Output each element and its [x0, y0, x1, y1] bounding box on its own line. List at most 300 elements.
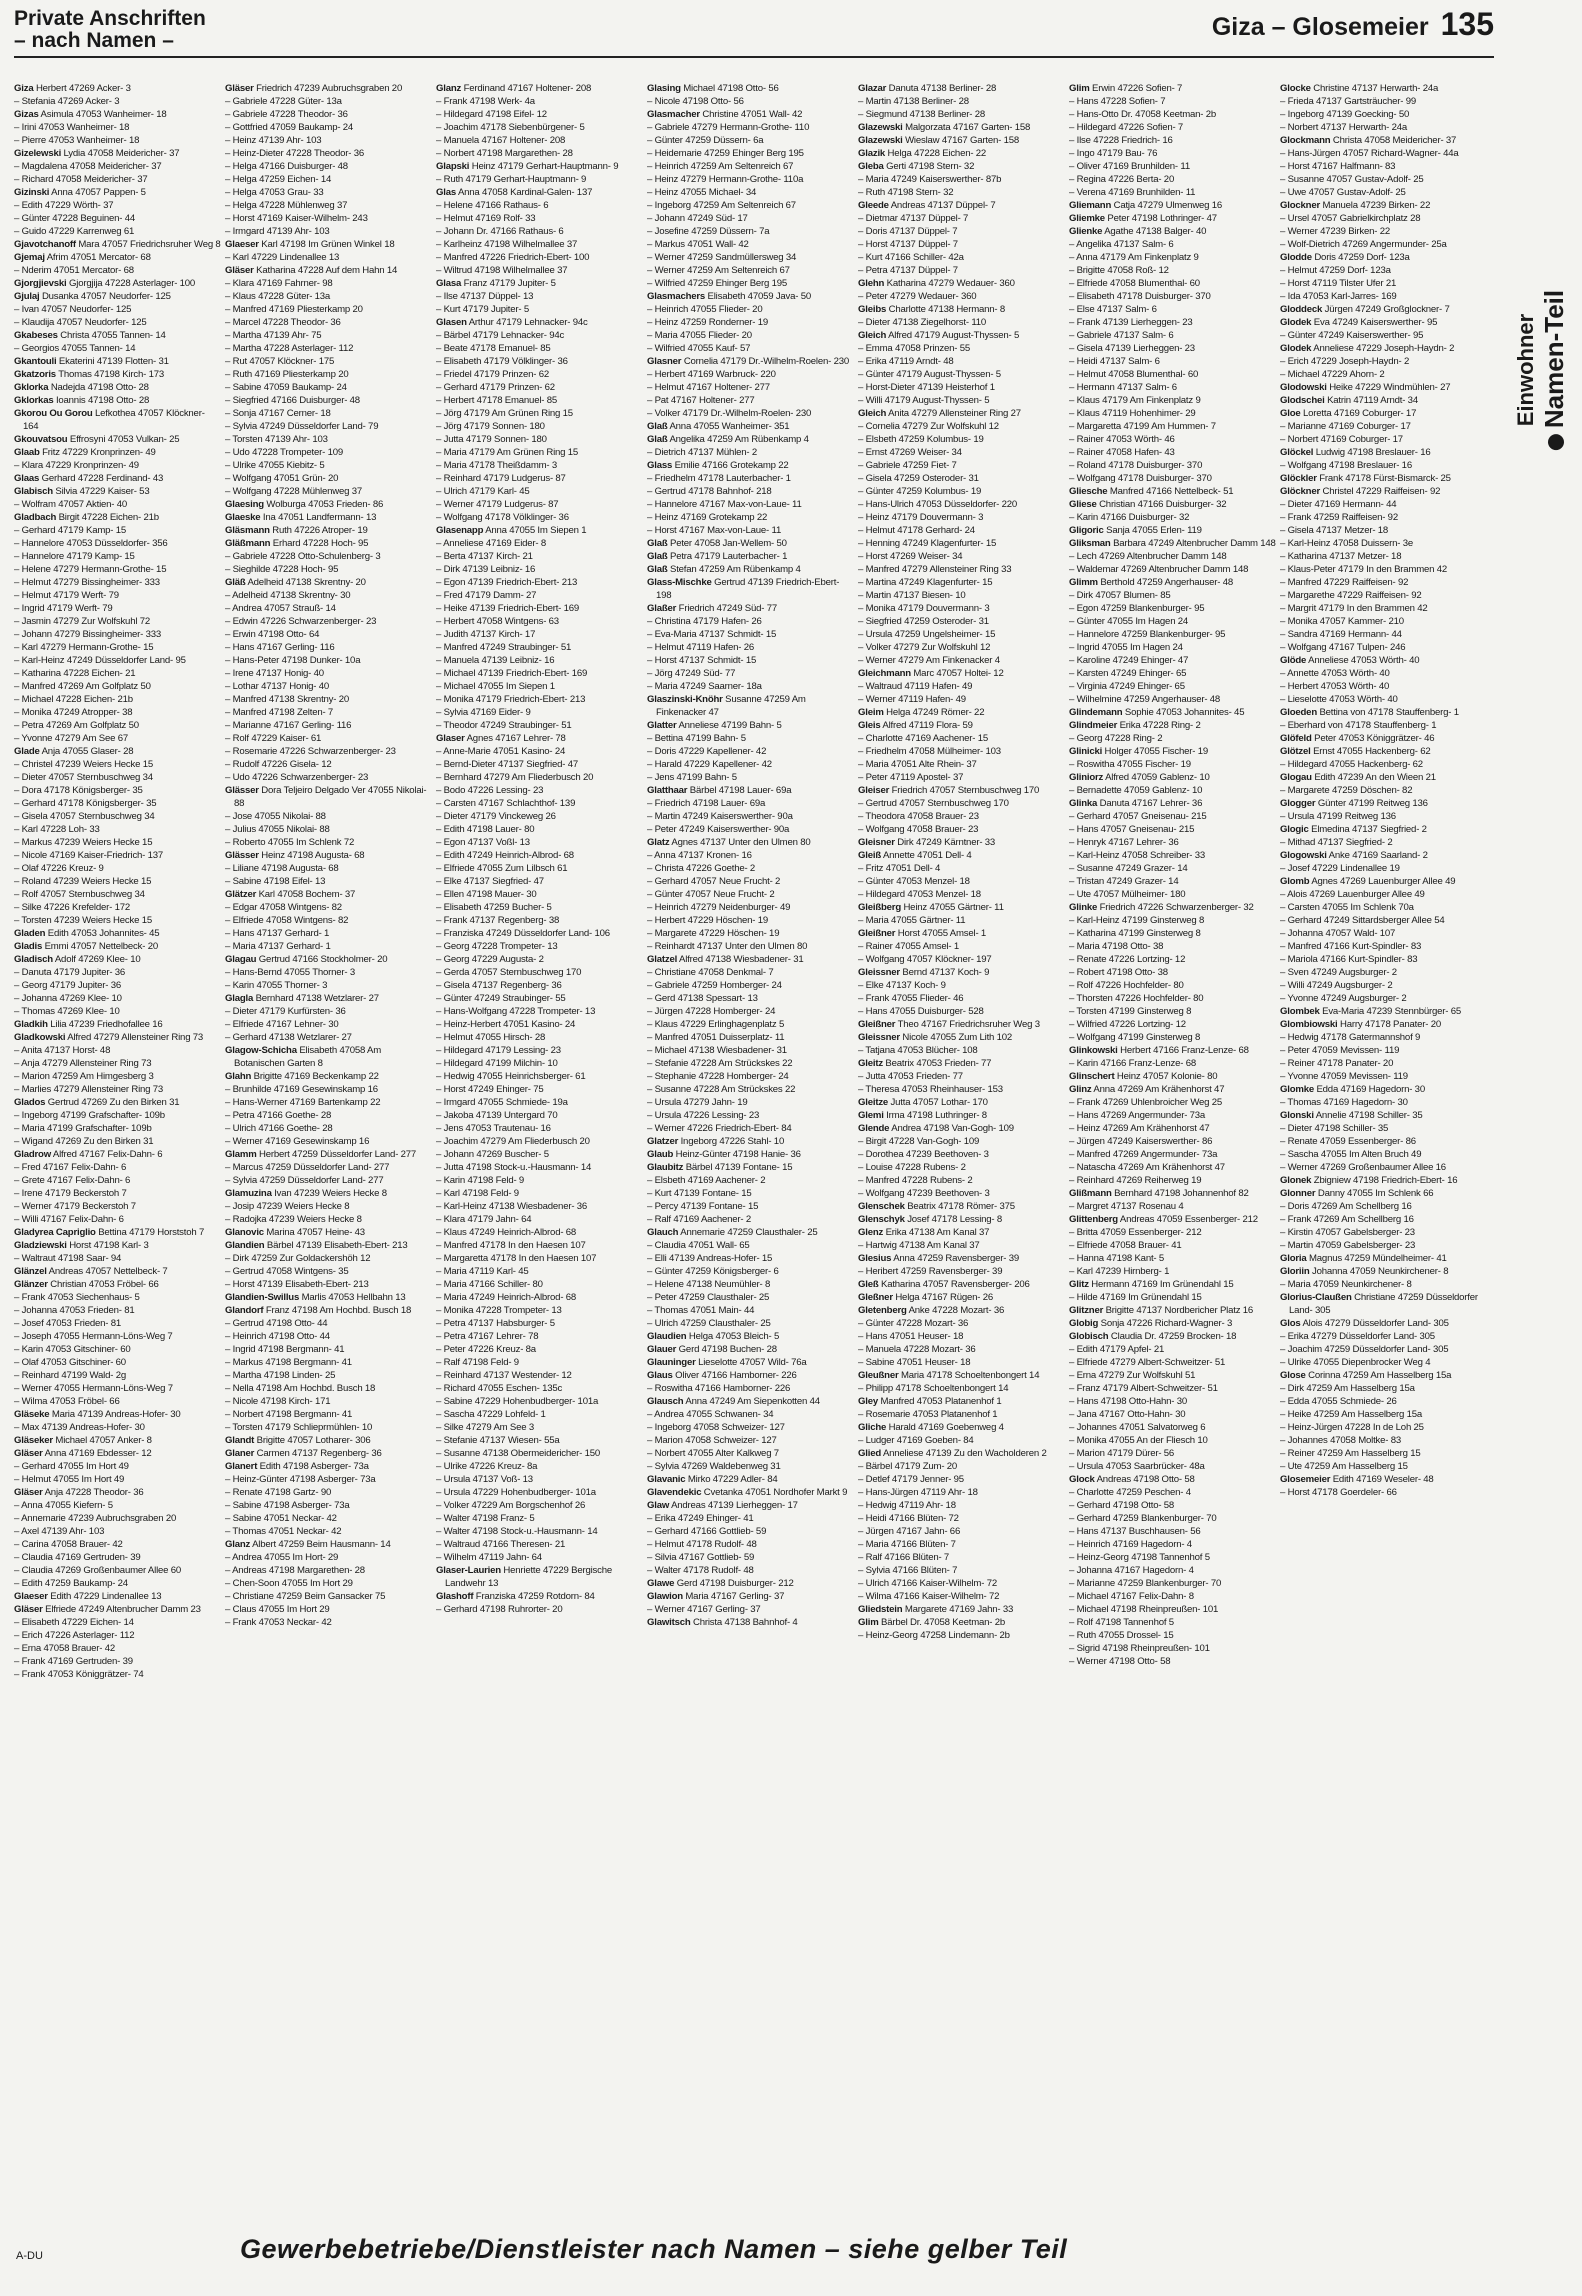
directory-entry [647, 641, 854, 654]
directory-entry [647, 875, 854, 888]
directory-entry [647, 1369, 854, 1382]
entry-detail: – Helmut 47058 Blumenthal- 60 [1069, 369, 1199, 380]
directory-entry [1069, 381, 1276, 394]
entry-surname: Glodschei [1280, 395, 1325, 406]
entry-detail: – Ellen 47198 Mauer- 30 [436, 889, 537, 900]
entry-surname: Glodek [1280, 317, 1312, 328]
entry-surname: Glatthaar [647, 785, 688, 796]
directory-entry [647, 1616, 854, 1629]
directory-entry [1280, 1486, 1487, 1499]
entry-detail: – Erich 47229 Joseph-Haydn- 2 [1280, 356, 1410, 367]
directory-entry [225, 953, 432, 966]
entry-surname: Glosemeier [1280, 1474, 1331, 1485]
directory-entry [14, 1447, 221, 1460]
entry-detail: – Rolf 47057 Sternbuschweg 34 [14, 889, 145, 900]
directory-entry [225, 1083, 432, 1096]
entry-detail: – Wolfgang 47058 Brauer- 23 [858, 824, 979, 835]
directory-entry [436, 1109, 643, 1122]
entry-detail: – Wilfried 47259 Ehinger Berg 195 [647, 278, 788, 289]
entry-detail: – Erich 47226 Asterlager- 112 [14, 1630, 135, 1641]
entry-detail: – Reiner 47259 Am Hasselberg 15 [1280, 1448, 1421, 1459]
directory-entry [225, 1616, 432, 1629]
entry-detail: – Wigand 47269 Zu den Birken 31 [14, 1136, 154, 1147]
entry-detail: Anke 47169 Saarland- 2 [1328, 850, 1428, 861]
entry-surname: Glaw [647, 1500, 670, 1511]
entry-detail: – Michael 47229 Ahorn- 2 [1280, 369, 1385, 380]
directory-entry [225, 719, 432, 732]
entry-detail: – Heidi 47166 Blüten- 72 [858, 1513, 959, 1524]
directory-entry [1280, 537, 1487, 550]
entry-detail: – Charlotte 47259 Peschen- 4 [1069, 1487, 1191, 1498]
entry-detail: – Wolfgang 47198 Breslauer- 16 [1280, 460, 1412, 471]
directory-entry [1069, 290, 1276, 303]
entry-surname: Glasner [647, 356, 682, 367]
directory-entry [1280, 147, 1487, 160]
entry-detail: – Stefania 47269 Acker- 3 [14, 96, 120, 107]
entry-detail: – Ilse 47137 Düppel- 13 [436, 291, 534, 302]
directory-entry [225, 1005, 432, 1018]
directory-entry [647, 446, 854, 459]
entry-detail: Ioannis 47198 Otto- 28 [55, 395, 150, 406]
entry-detail: – Reinhard 47179 Ludgerus- 87 [436, 473, 566, 484]
entry-detail: – Monika 47249 Atropper- 38 [14, 707, 133, 718]
entry-detail: Edith 47239 An den Wieen 21 [1314, 772, 1436, 783]
entry-detail: – Martin 47249 Kaiserswerther- 90a [647, 811, 793, 822]
entry-detail: – Edith 47229 Wörth- 37 [14, 200, 114, 211]
entry-detail: – Helmut 47279 Bissingheimer- 333 [14, 577, 160, 588]
entry-detail: – Ruth 47179 Gerhart-Hauptmann- 9 [436, 174, 587, 185]
directory-entry [647, 1356, 854, 1369]
entry-detail: – Horst 47249 Ehinger- 75 [436, 1084, 544, 1095]
directory-entry [225, 1525, 432, 1538]
directory-entry [436, 1239, 643, 1252]
entry-detail: – Pat 47167 Holtener- 277 [647, 395, 755, 406]
entry-detail: – Klaus 47249 Heinrich-Albrod- 68 [436, 1227, 577, 1238]
entry-detail: Anita 47279 Allensteiner Ring 27 [888, 408, 1021, 419]
entry-detail: – Ursula 47137 Voß- 13 [436, 1474, 533, 1485]
directory-entry [1280, 1031, 1487, 1044]
directory-entry [436, 290, 643, 303]
entry-detail: – Klaus 47228 Güter- 13a [225, 291, 331, 302]
directory-entry [1280, 511, 1487, 524]
directory-entry [436, 394, 643, 407]
directory-entry [225, 472, 432, 485]
entry-detail: Ivan 47239 Weiers Hecke 8 [274, 1188, 387, 1199]
entry-detail: – Egon 47137 Voßl- 13 [436, 837, 530, 848]
directory-entry [858, 1044, 1065, 1057]
entry-detail: – Dirk 47139 Leibniz- 16 [436, 564, 536, 575]
directory-entry [858, 810, 1065, 823]
entry-detail: – Udo 47228 Trompeter- 109 [225, 447, 343, 458]
directory-entry [436, 355, 643, 368]
directory-entry [1069, 1603, 1276, 1616]
directory-entry [14, 108, 221, 121]
directory-entry [1069, 745, 1276, 758]
directory-entry [647, 381, 854, 394]
entry-detail: – Maria 47055 Gärtner- 11 [858, 915, 966, 926]
entry-detail: Christiane 47259 Düsseldorfer Land- 305 [1289, 1292, 1478, 1316]
directory-entry [14, 1408, 221, 1421]
entry-detail: – Berta 47137 Kirch- 21 [436, 551, 533, 562]
directory-entry [858, 667, 1065, 680]
entry-detail: – Rut 47057 Klöckner- 175 [225, 356, 335, 367]
entry-detail: Friedrich 47057 Sternbuschweg 170 [891, 785, 1040, 796]
directory-entry [436, 771, 643, 784]
directory-entry [225, 1096, 432, 1109]
entry-detail: Edith 47169 Weseler- 48 [1332, 1474, 1434, 1485]
entry-detail: Agnes 47137 Unter den Ulmen 80 [671, 837, 811, 848]
entry-detail: – Oliver 47169 Brunhilden- 11 [1069, 161, 1190, 172]
entry-detail: Bettina von 47178 Stauffenberg- 1 [1319, 707, 1459, 718]
directory-entry [858, 1018, 1065, 1031]
entry-surname: Glonek [1280, 1175, 1312, 1186]
entry-surname: Glaus [647, 1370, 673, 1381]
entry-detail: – Frieda 47137 Gartsträucher- 99 [1280, 96, 1416, 107]
directory-entry [858, 1005, 1065, 1018]
entry-detail: – Cornelia 47279 Zur Wolfskuhl 12 [858, 421, 999, 432]
entry-detail: Stefan 47259 Am Rübenkamp 4 [670, 564, 801, 575]
directory-entry [858, 706, 1065, 719]
entry-detail: – Herbert 47169 Warbruck- 220 [647, 369, 776, 380]
directory-entry [14, 1044, 221, 1057]
entry-detail: – Josef 47229 Lindenallee 19 [1280, 863, 1400, 874]
entry-detail: – Rainer 47053 Wörth- 46 [1069, 434, 1175, 445]
entry-detail: – Horst 47139 Elisabeth-Ebert- 213 [225, 1279, 369, 1290]
directory-entry [1280, 1239, 1487, 1252]
directory-entry [436, 823, 643, 836]
entry-surname: Gleis [858, 720, 881, 731]
entry-surname: Gläser [14, 1448, 43, 1459]
entry-detail: – Wolfgang 47178 Duisburger- 370 [1069, 473, 1212, 484]
entry-surname: Glaeser [225, 239, 259, 250]
directory-entry [436, 1135, 643, 1148]
directory-entry [225, 1213, 432, 1226]
directory-entry [14, 888, 221, 901]
directory-entry [225, 290, 432, 303]
entry-detail: – Joachim 47259 Düsseldorfer Land- 305 [1280, 1344, 1449, 1355]
entry-detail: – Annette 47053 Wörth- 40 [1280, 668, 1390, 679]
entry-surname: Glasing [647, 83, 681, 94]
entry-detail: – Hannelore 47053 Düsseldorfer- 356 [14, 538, 168, 549]
directory-entry [436, 251, 643, 264]
entry-detail: Manuela 47239 Birken- 22 [1322, 200, 1431, 211]
directory-entry [647, 420, 854, 433]
entry-detail: Charlotte 47138 Hermann- 8 [888, 304, 1005, 315]
entry-surname: Gloria [1280, 1253, 1307, 1264]
entry-detail: Emilie 47166 Grotekamp 22 [674, 460, 789, 471]
directory-entry [1069, 1213, 1276, 1226]
directory-entry [858, 121, 1065, 134]
directory-entry [1280, 1083, 1487, 1096]
entry-detail: – Frank 47137 Regenberg- 38 [436, 915, 560, 926]
entry-detail: – Mariola 47166 Kurt-Spindler- 83 [1280, 954, 1418, 965]
directory-entry [647, 888, 854, 901]
entry-detail: – Erika 47279 Düsseldorfer Land- 305 [1280, 1331, 1435, 1342]
entry-surname: Glose [1280, 1370, 1306, 1381]
entry-detail: Jürgen 47249 Großglockner- 7 [1324, 304, 1450, 315]
directory-entry [436, 1317, 643, 1330]
entry-detail: – Jutta 47053 Frieden- 77 [858, 1071, 963, 1082]
entry-detail: – Heinrich 47279 Neidenburger- 49 [647, 902, 791, 913]
entry-surname: Gladkih [14, 1019, 48, 1030]
directory-entry [14, 1109, 221, 1122]
entry-detail: – Sylvia 47249 Düsseldorfer Land- 79 [225, 421, 379, 432]
entry-detail: – Josip 47239 Weiers Hecke 8 [225, 1201, 350, 1212]
entry-detail: – Renate 47198 Gartz- 90 [225, 1487, 332, 1498]
entry-detail: – Margaretta 47178 In den Haesen 107 [436, 1253, 597, 1264]
entry-surname: Glatz [647, 837, 670, 848]
directory-entry [14, 446, 221, 459]
entry-detail: – Sandra 47169 Hermann- 44 [1280, 629, 1402, 640]
directory-entry [1069, 1278, 1276, 1291]
directory-entry [14, 1642, 221, 1655]
entry-detail: – Jörg 47179 Sonnen- 180 [436, 421, 545, 432]
entry-detail: – Jörg 47179 Am Grünen Ring 15 [436, 408, 573, 419]
directory-entry [1280, 615, 1487, 628]
directory-entry [647, 1434, 854, 1447]
entry-detail: – Maria 47249 Heinrich-Albrod- 68 [436, 1292, 577, 1303]
entry-surname: Glienke [1069, 226, 1103, 237]
entry-detail: – Günter 47259 Königsberger- 6 [647, 1266, 779, 1277]
directory-entry [647, 225, 854, 238]
directory-entry [1280, 1343, 1487, 1356]
directory-entry [225, 147, 432, 160]
directory-entry [14, 212, 221, 225]
entry-detail: – Maria 47059 Neunkirchener- 8 [1280, 1279, 1412, 1290]
directory-entry [14, 264, 221, 277]
entry-detail: Helga 47053 Bleich- 5 [688, 1331, 780, 1342]
entry-surname: Gleissner [858, 967, 900, 978]
directory-entry [1280, 1252, 1487, 1265]
directory-entry [1069, 927, 1276, 940]
directory-entry [225, 576, 432, 589]
entry-surname: Glaß [647, 564, 668, 575]
entry-detail: – Liliane 47198 Augusta- 68 [225, 863, 339, 874]
entry-surname: Glandt [225, 1435, 255, 1446]
directory-entry [1069, 1421, 1276, 1434]
directory-entry [225, 277, 432, 290]
entry-detail: Andreas 47139 Lierheggen- 17 [671, 1500, 798, 1511]
entry-detail: – Nderim 47051 Mercator- 68 [14, 265, 134, 276]
entry-detail: – Yvonne 47249 Augsburger- 2 [1280, 993, 1407, 1004]
entry-detail: – Werner 47259 Sandmüllersweg 34 [647, 252, 797, 263]
directory-entry [1069, 1148, 1276, 1161]
entry-surname: Glombiowski [1280, 1019, 1338, 1030]
entry-detail: Ingeborg 47226 Stahl- 10 [680, 1136, 785, 1147]
directory-entry [1069, 1369, 1276, 1382]
entry-detail: – Heinz 47139 Ahr- 103 [225, 135, 322, 146]
entry-detail: – Maria 47166 Schiller- 80 [436, 1279, 543, 1290]
directory-entry [14, 615, 221, 628]
directory-entry [858, 264, 1065, 277]
directory-entry [858, 1122, 1065, 1135]
directory-column [225, 82, 432, 2202]
entry-surname: Glos [1280, 1318, 1301, 1329]
entry-surname: Glawe [647, 1578, 675, 1589]
directory-entry [14, 199, 221, 212]
directory-entry [14, 290, 221, 303]
entry-detail: Alfred 47138 Wiesbadener- 31 [679, 954, 804, 965]
entry-surname: Gizinski [14, 187, 50, 198]
entry-detail: – Wilhelm 47119 Jahn- 64 [436, 1552, 542, 1563]
entry-detail: – Irene 47179 Beckerstoh 7 [14, 1188, 127, 1199]
entry-detail: – Frank 47139 Lierheggen- 23 [1069, 317, 1193, 328]
directory-entry [14, 368, 221, 381]
entry-detail: – Hannelore 47167 Max-von-Laue- 11 [647, 499, 802, 510]
directory-entry [436, 576, 643, 589]
entry-detail: – Ingeborg 47259 Am Seltenreich 67 [647, 200, 796, 211]
entry-detail: Marlis 47053 Hellbahn 13 [301, 1292, 406, 1303]
directory-entry [14, 238, 221, 251]
entry-detail: Harry 47178 Panater- 20 [1339, 1019, 1441, 1030]
directory-entry [858, 1395, 1065, 1408]
directory-entry [647, 277, 854, 290]
directory-entry [1280, 1408, 1487, 1421]
directory-entry [14, 823, 221, 836]
entry-surname: Gjulaj [14, 291, 40, 302]
entry-detail: Barbara 47249 Altenbrucher Damm 148 [1113, 538, 1276, 549]
directory-entry [14, 1512, 221, 1525]
entry-surname: Gleiß [858, 850, 881, 861]
entry-detail: – Nicole 47169 Kaiser-Friedrich- 137 [14, 850, 164, 861]
directory-entry [1069, 342, 1276, 355]
entry-surname: Gladrow [14, 1149, 51, 1160]
header-rule [14, 56, 1494, 58]
entry-detail: – Margret 47137 Rosenau 4 [1069, 1201, 1184, 1212]
entry-detail: – Christiane 47058 Denkmal- 7 [647, 967, 774, 978]
directory-entry [858, 420, 1065, 433]
directory-entry [1280, 251, 1487, 264]
directory-entry [858, 368, 1065, 381]
entry-detail: – Max 47139 Andreas-Hofer- 30 [14, 1422, 145, 1433]
directory-entry [225, 1564, 432, 1577]
entry-detail: – Günter 47228 Beguinen- 44 [14, 213, 136, 224]
directory-entry [436, 368, 643, 381]
directory-entry [1280, 784, 1487, 797]
entry-detail: – Klaus 47179 Am Finkenplatz 9 [1069, 395, 1201, 406]
directory-entry [436, 524, 643, 537]
entry-detail: – Martin 47059 Gabelsberger- 23 [1280, 1240, 1416, 1251]
entry-detail: – Johann 47279 Bissingheimer- 333 [14, 629, 162, 640]
entry-surname: Gizas [14, 109, 39, 120]
entry-detail: Annelie 47198 Schiller- 35 [1315, 1110, 1423, 1121]
directory-entry [647, 1161, 854, 1174]
entry-detail: Sophie 47053 Johannites- 45 [1124, 707, 1245, 718]
directory-entry [647, 563, 854, 576]
entry-detail: – Hildegard 47198 Eifel- 12 [436, 109, 547, 120]
entry-detail: – Michael 47138 Wiesbadener- 31 [647, 1045, 787, 1056]
entry-detail: – Danuta 47179 Jupiter- 36 [14, 967, 126, 978]
directory-entry [1280, 355, 1487, 368]
directory-entry [647, 134, 854, 147]
directory-entry [858, 147, 1065, 160]
directory-entry [225, 862, 432, 875]
directory-entry [436, 1096, 643, 1109]
directory-entry [225, 992, 432, 1005]
entry-detail: – Peter 47259 Clausthaler- 25 [647, 1292, 770, 1303]
directory-entry [647, 433, 854, 446]
entry-detail: – Ingo 47179 Bau- 76 [1069, 148, 1158, 159]
directory-entry [858, 303, 1065, 316]
directory-entry [14, 433, 221, 446]
directory-entry [14, 1005, 221, 1018]
side-tab-line1: Einwohner [1513, 313, 1538, 427]
entry-detail: – Joachim 47279 Am Fliederbusch 20 [436, 1136, 590, 1147]
directory-entry [14, 953, 221, 966]
entry-detail: Christa 47058 Meidericher- 37 [1332, 135, 1457, 146]
entry-detail: – Gertrud 47198 Otto- 44 [225, 1318, 328, 1329]
entry-detail: – Heike 47259 Am Hasselberg 15a [1280, 1409, 1423, 1420]
directory-entry [1069, 1291, 1276, 1304]
directory-entry [225, 1408, 432, 1421]
entry-detail: – Doris 47269 Am Schellberg 16 [1280, 1201, 1412, 1212]
directory-entry [647, 1135, 854, 1148]
directory-entry [225, 498, 432, 511]
directory-entry [436, 108, 643, 121]
entry-detail: – Gabriele 47228 Otto-Schulenberg- 3 [225, 551, 381, 562]
directory-entry [647, 1564, 854, 1577]
directory-entry [14, 875, 221, 888]
entry-detail: – Werner 47226 Friedrich-Ebert- 84 [647, 1123, 792, 1134]
directory-entry [1069, 1317, 1276, 1330]
directory-entry [647, 797, 854, 810]
directory-entry [1280, 1382, 1487, 1395]
entry-detail: – Ilse 47228 Friedrich- 16 [1069, 135, 1173, 146]
entry-surname: Glaeske [225, 512, 261, 523]
entry-surname: Glandien [225, 1240, 265, 1251]
entry-surname: Glanovic [225, 1227, 264, 1238]
directory-entry [647, 1122, 854, 1135]
entry-detail: – Manuela 47139 Leibniz- 16 [436, 655, 555, 666]
directory-entry [14, 1538, 221, 1551]
entry-surname: Glashoff [436, 1591, 474, 1602]
entry-detail: – Helene 47166 Rathaus- 6 [436, 200, 549, 211]
entry-detail: – Frank 47055 Flieder- 46 [858, 993, 964, 1004]
directory-entry [436, 173, 643, 186]
entry-detail: Gerd 47198 Duisburger- 212 [676, 1578, 794, 1589]
entry-detail: – Wolfgang 47228 Mühlenweg 37 [225, 486, 362, 497]
entry-detail: – Maria 47055 Flieder- 20 [647, 330, 752, 341]
entry-detail: – Monika 47179 Friedrich-Ebert- 213 [436, 694, 586, 705]
directory-entry [858, 771, 1065, 784]
entry-detail: – Wilfried 47226 Lortzing- 12 [1069, 1019, 1186, 1030]
entry-surname: Glass-Mischke [647, 577, 712, 588]
entry-detail: – Manfred 47269 Angermunder- 73a [1069, 1149, 1218, 1160]
entry-detail: – Gisela 47057 Sternbuschweg 34 [14, 811, 155, 822]
directory-entry [14, 849, 221, 862]
directory-entry [436, 1031, 643, 1044]
directory-entry [647, 1278, 854, 1291]
entry-detail: – Claus 47055 Im Hort 29 [225, 1604, 330, 1615]
directory-entry [436, 1486, 643, 1499]
entry-detail: – Ulrike 47226 Kreuz- 8a [436, 1461, 538, 1472]
entry-detail: – Horst 47137 Schmidt- 15 [647, 655, 757, 666]
directory-entry [436, 1356, 643, 1369]
directory-entry [1069, 615, 1276, 628]
entry-detail: Franziska 47259 Rotdorn- 84 [475, 1591, 595, 1602]
entry-detail: Maria 47178 Schoeltenbongert 14 [900, 1370, 1040, 1381]
entry-detail: – Bodo 47226 Lessing- 23 [436, 785, 544, 796]
entry-detail: – Karl 47239 Hirnberg- 1 [1069, 1266, 1170, 1277]
entry-detail: – Brigitte 47058 Roß- 12 [1069, 265, 1169, 276]
directory-entry [858, 524, 1065, 537]
entry-detail: – Hans 47137 Buschhausen- 56 [1069, 1526, 1201, 1537]
entry-surname: Glaudien [647, 1331, 687, 1342]
entry-detail: – Johannes 47058 Moltke- 83 [1280, 1435, 1402, 1446]
directory-entry [225, 264, 432, 277]
directory-entry [225, 173, 432, 186]
entry-detail: – Virginia 47249 Ehinger- 65 [1069, 681, 1185, 692]
